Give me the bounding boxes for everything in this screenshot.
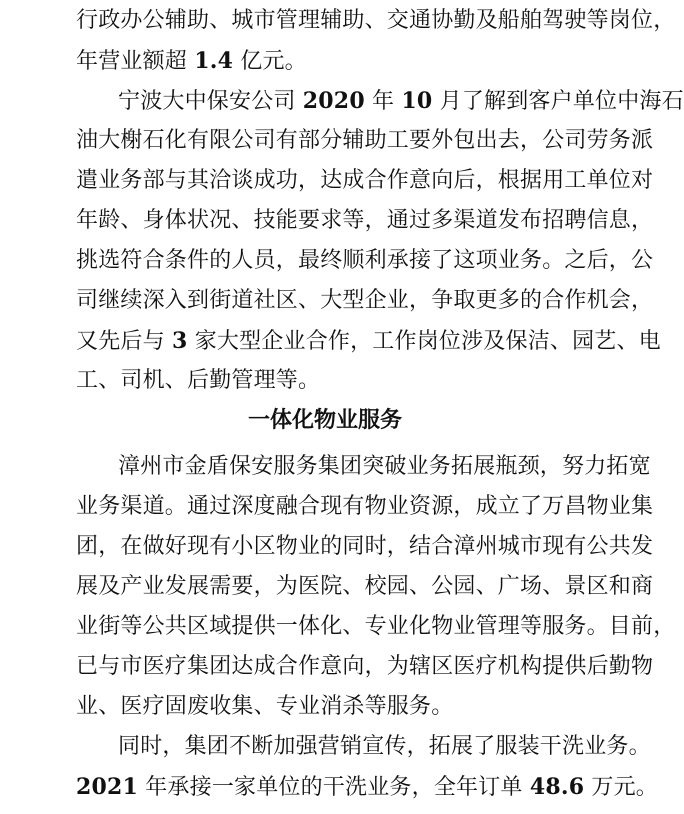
para2-line4	[76, 206, 653, 236]
text: 司继续深入到街道社区、大型企业，争取更多的合作机会，	[76, 288, 654, 313]
revenue-figure: 1.4	[194, 48, 234, 74]
para3-line4	[76, 572, 653, 602]
para2-line7	[76, 326, 661, 357]
text: 同时，集团不断加强营销宣传，拓展了服装干洗业务。	[118, 734, 651, 759]
para4-line1	[118, 732, 651, 762]
text: 行政办公辅助、城市管理辅助、交通协勤及船舶驾驶等岗位，	[76, 8, 676, 33]
section-heading: 一体化物业服务	[247, 408, 402, 433]
text: 年龄、身体状况、技能要求等，通过多渠道发布招聘信息，	[76, 208, 654, 233]
para2-line6	[76, 286, 653, 316]
text: 遣业务部与其洽谈成功，达成合作意向后，根据用工单位对	[76, 168, 654, 193]
text: 万元。	[584, 775, 659, 800]
text: 展及产业发展需要，为医院、校园、公园、广场、景区和商	[76, 574, 654, 599]
text: 年	[364, 89, 402, 114]
para3-line5	[76, 612, 675, 642]
para3-line2	[76, 492, 653, 522]
text: 亿元。	[233, 49, 307, 74]
text: 业务渠道。通过深度融合现有物业资源，成立了万昌物业集	[76, 494, 654, 519]
text: 团，在做好现有小区物业的同时，结合漳州城市现有公共发	[76, 534, 654, 559]
text: 年承接一家单位的干洗业务，全年订单	[138, 775, 530, 800]
text: 业街等公共区域提供一体化、专业化物业管理等服务。目前，	[76, 614, 676, 639]
text: 业、医疗固废收集、专业消杀等服务。	[76, 694, 454, 719]
para4-line2	[76, 772, 658, 803]
order-amount-figure: 48.6	[529, 774, 585, 800]
text: 漳州市金盾保安服务集团突破业务拓展瓶颈，努力拓宽	[118, 454, 651, 479]
month-figure: 10	[401, 88, 433, 114]
year-figure: 2021	[76, 774, 139, 800]
text: 油大榭石化有限公司有部分辅助工要外包出去，公司劳务派	[76, 128, 654, 153]
para3-line1	[118, 452, 651, 482]
count-figure: 3	[172, 328, 188, 354]
text: 月了解到客户单位中海石	[432, 89, 684, 114]
para2-line2	[76, 126, 653, 156]
para2-line1	[118, 86, 684, 117]
para3-line3	[76, 532, 653, 562]
text: 年营业额超	[76, 49, 195, 74]
para2-line5	[76, 246, 653, 276]
text: 宁波大中保安公司	[118, 89, 303, 114]
para2-line8	[76, 366, 320, 396]
text: 工、司机、后勤管理等。	[76, 368, 321, 393]
para1-line2	[76, 46, 307, 77]
para2-line3	[76, 166, 653, 196]
para3-line6	[76, 652, 653, 682]
text: 挑选符合条件的人员，最终顺利承接了这项业务。之后，公	[76, 248, 654, 273]
text: 已与市医疗集团达成合作意向，为辖区医疗机构提供后勤物	[76, 654, 654, 679]
para1-line1	[76, 6, 675, 36]
para3-line7	[76, 692, 453, 722]
text: 家大型企业合作，工作岗位涉及保洁、园艺、电	[187, 329, 661, 354]
text: 又先后与	[76, 329, 172, 354]
year-figure: 2020	[302, 88, 365, 114]
